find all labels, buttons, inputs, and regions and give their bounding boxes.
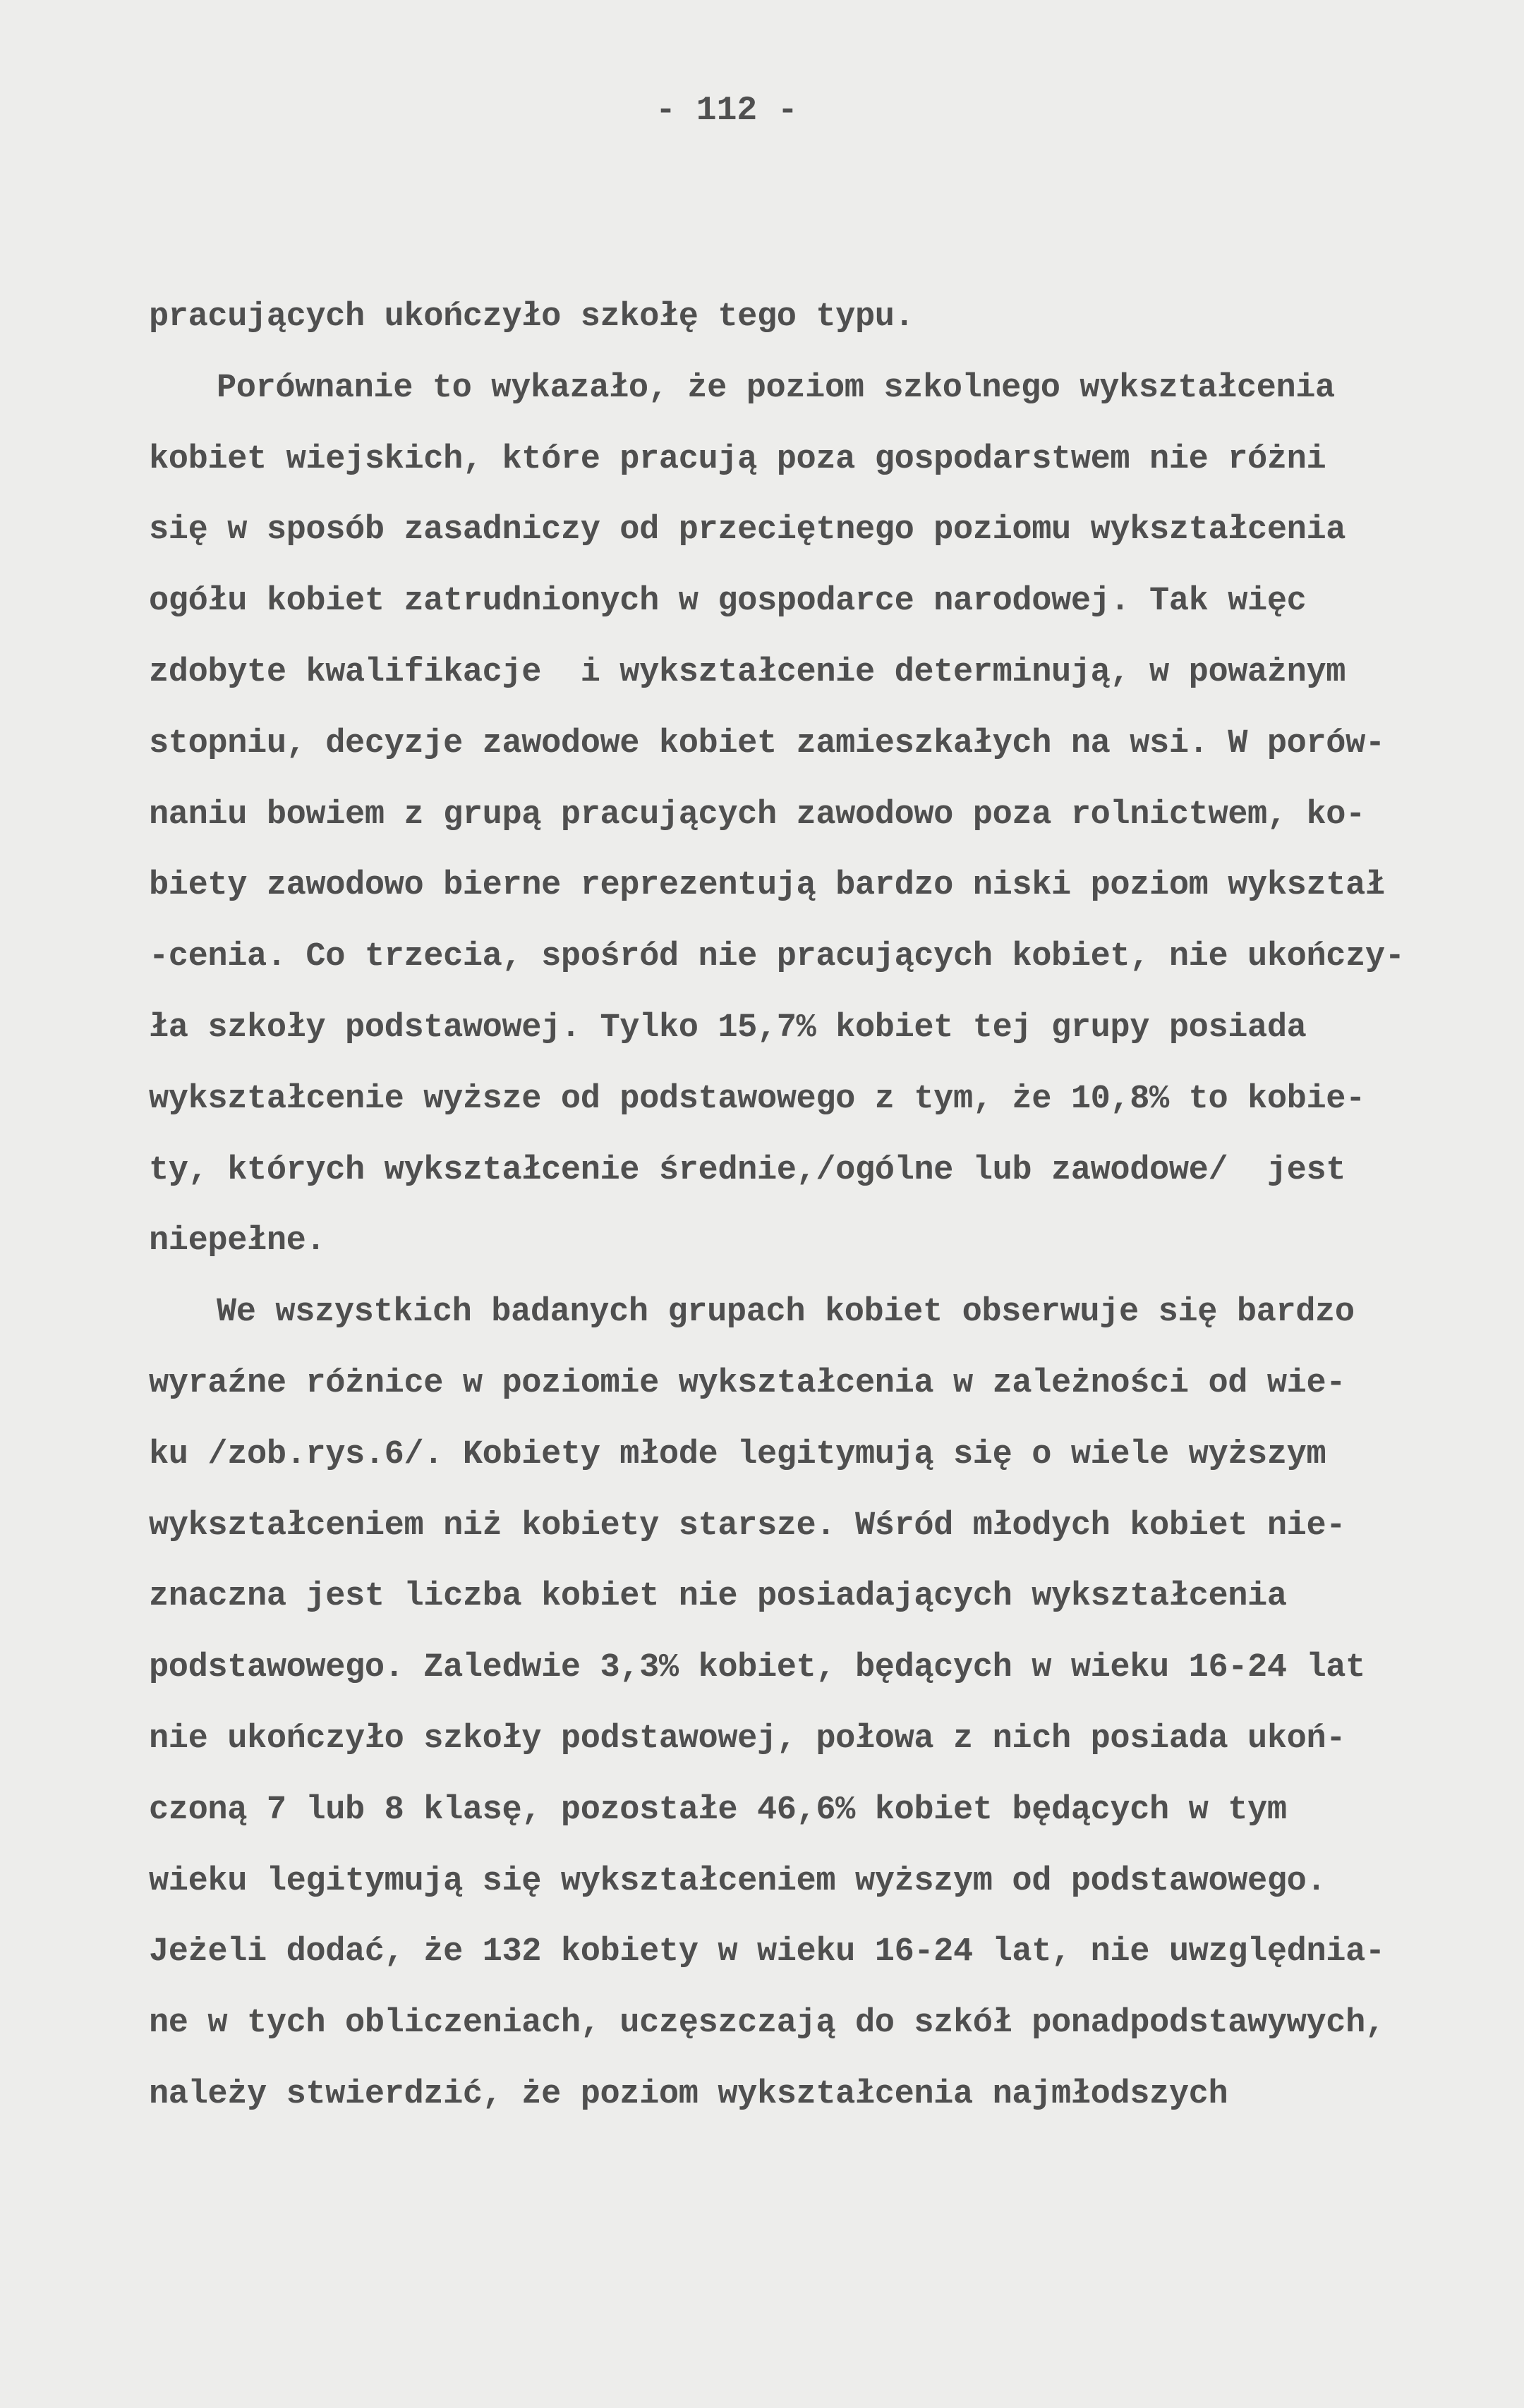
text-line: biety zawodowo bierne reprezentują bardzo niski poziom wykształ [149,867,1385,905]
text-line: wieku legitymują się wykształceniem wyższym od podstawowego. [149,1862,1326,1900]
text-line: niepełne. [149,1222,326,1260]
text-line: zdobyte kwalifikacje i wykształcenie determinują, w poważnym [149,653,1346,691]
text-line: ła szkoły podstawowej. Tylko 15,7% kobiet tej grupy posiada [149,1009,1307,1047]
text-line: ty, których wykształcenie średnie,/ogólne lub zawodowe/ jest [149,1151,1346,1189]
text-line: ne w tych obliczeniach, uczęszczają do szkół ponadpodstawywych, [149,2005,1385,2043]
text-line: należy stwierdzić, że poziom wykształcenia najmłodszych [149,2075,1228,2113]
paragraph-start-line: Porównanie to wykazało, że poziom szkolnego wykształcenia [217,369,1335,407]
text-line: wyraźne różnice w poziomie wykształcenia w zależności od wie- [149,1364,1346,1402]
text-line: znaczna jest liczba kobiet nie posiadających wykształcenia [149,1578,1287,1616]
text-line: nie ukończyło szkoły podstawowej, połowa z nich posiada ukoń- [149,1720,1346,1758]
text-line: wykształceniem niż kobiety starsze. Wśród młodych kobiet nie- [149,1507,1346,1545]
text-line: czoną 7 lub 8 klasę, pozostałe 46,6% kobiet będących w tym [149,1791,1287,1829]
text-line: wykształcenie wyższe od podstawowego z tym, że 10,8% to kobie- [149,1080,1365,1118]
text-line: pracujących ukończyło szkołę tego typu. [149,298,914,336]
text-line: Jeżeli dodać, że 132 kobiety w wieku 16-24 lat, nie uwzględnia- [149,1933,1385,1971]
text-line: kobiet wiejskich, które pracują poza gospodarstwem nie różni [149,440,1326,478]
text-line: ku /zob.rys.6/. Kobiety młode legitymują się o wiele wyższym [149,1435,1326,1473]
page-number: - 112 - [655,92,798,130]
typewritten-body [149,282,1518,2131]
text-line: ogółu kobiet zatrudnionych w gospodarce narodowej. Tak więc [149,583,1307,621]
text-line: naniu bowiem z grupą pracujących zawodowo poza rolnictwem, ko- [149,796,1365,834]
paragraph-start-line: We wszystkich badanych grupach kobiet obserwuje się bardzo [217,1294,1355,1332]
text-line: -cenia. Co trzecia, spośród nie pracujących kobiet, nie ukończy- [149,938,1405,976]
text-line: podstawowego. Zaledwie 3,3% kobiet, będących w wieku 16-24 lat [149,1649,1365,1687]
text-line: się w sposób zasadniczy od przeciętnego poziomu wykształcenia [149,511,1346,549]
text-line: stopniu, decyzje zawodowe kobiet zamieszkałych na wsi. W porów- [149,724,1385,762]
